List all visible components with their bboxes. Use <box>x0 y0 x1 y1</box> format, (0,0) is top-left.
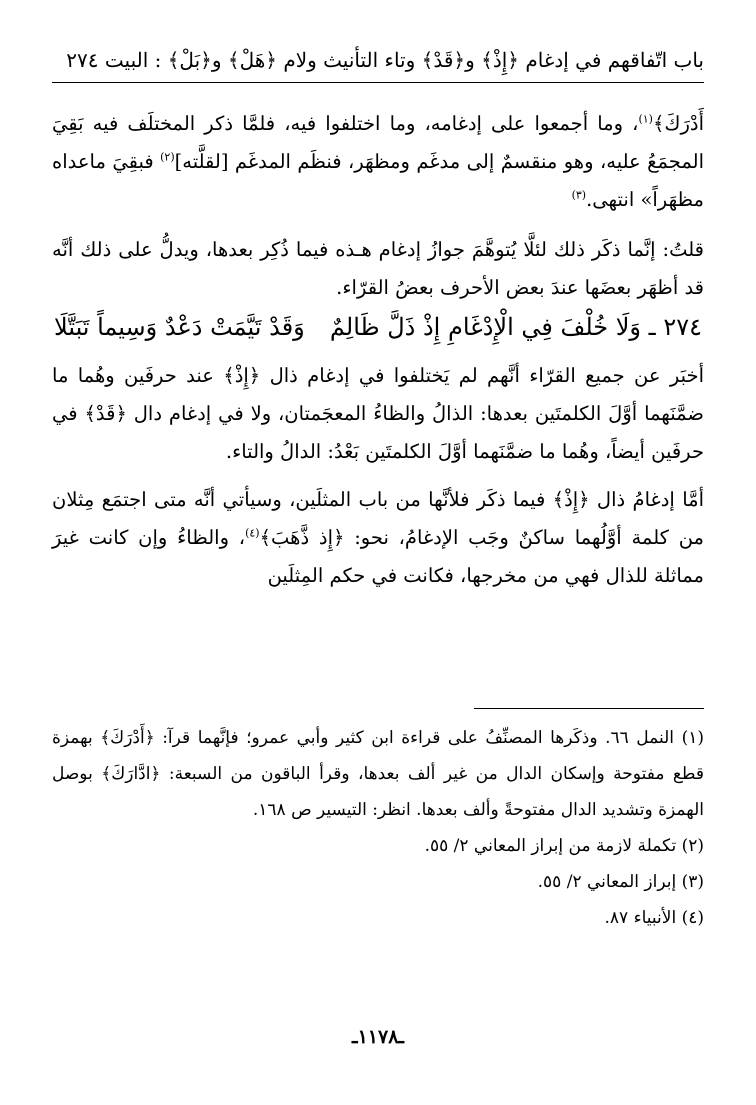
verse-second-hemistich: وَقَدْ تَيَّمَتْ دَعْدٌ وَسِيماً تَبَتَّلَا <box>54 313 305 341</box>
paragraph-1-tail: فبقِيَ ماعداه مظهَراً» انتهى. <box>52 150 704 211</box>
book-page <box>52 38 704 1078</box>
verse-first-hemistich: وَلَا خُلْفَ فِي الْإِدْغَامِ إِذْ ذَلَّ ظَالِمٌ <box>329 313 642 341</box>
paragraph-1 <box>52 105 704 219</box>
footnote-ref-1[interactable]: (١) <box>638 112 653 126</box>
footnote-1: (١) النمل ٦٦. وذكَرها المصنِّفُ على قراءة ابن كثير وأبي عمرو؛ فإنَّهما قرآ: ﴿أَدْرَكَ﴾ بهمزة قطع مفتوحة وإسكان الدال من غير ألف بعدها، وقرأ الباقون من السبعة: ﴿ادَّارَكَ﴾ بوصل الهمزة وتشديد الدال مفتوحةً وألف بعدها. انظر: التيسير ص ١٦٨. <box>52 728 704 820</box>
paragraph-4-tail: ، والظاءُ وإن كانت غيرَ مماثلة للذال فهي من مخرجها، فكانت في حكم المِثلَين <box>52 526 704 587</box>
paragraph-4-text: أمَّا إدغامُ ذال ﴿إِذْ﴾ فيما ذكَر فلأنَّها من باب المثلَين، وسيأتي أنَّه متى اجتمَع مِثلان من كلمة أوَّلُهما ساكنٌ وجَب الإدغامُ، نحو: ﴿إِذ ذَّهَبَ﴾ <box>52 488 704 549</box>
footnotes-section <box>52 708 704 936</box>
verse-first-part <box>330 307 702 347</box>
footnote-rule <box>474 708 704 709</box>
verse-line <box>52 307 704 347</box>
verse-number: ٢٧٤ ـ <box>648 313 702 341</box>
paragraph-4 <box>52 481 704 595</box>
quran-word: أَدْرَكَ﴾ <box>652 112 704 135</box>
footnote-ref-2[interactable]: (٢) <box>160 150 175 164</box>
footnote-3: (٣) إبراز المعاني ٢/ ٥٥. <box>537 872 704 892</box>
footnote-ref-3: (٣) <box>571 188 587 202</box>
footnote-ref-4[interactable]: (٤) <box>245 526 260 540</box>
paragraph-1-text: ، وما أجمعوا على إدغامه، وما اختلفوا فيه، فلمَّا ذكر المختلَف فيه بَقِيَ المجمَعُ عليه، وهو منقسمٌ إلى مدغَم ومظهَر، فنظَم المدغَم [لقلَّته] <box>52 112 704 173</box>
page-number: ـ١١٧٨ـ <box>352 1026 404 1048</box>
footnote-4: (٤) الأنبياء ٨٧. <box>604 908 704 928</box>
paragraph-2: قلتُ: إنَّما ذكَر ذلك لئلَّا يُتوهَّمَ جوازُ إدغام هـذه فيما ذُكِر بعدها، ويدلُّ على ذلك أنَّه قد أظهَر بعضَها عندَ بعض الأحرف بعضُ القرّاء. <box>52 238 704 299</box>
footnote-2: (٢) تكملة لازمة من إبراز المعاني ٢/ ٥٥. <box>424 836 704 856</box>
running-title: باب اتّفاقهم في إدغام ﴿إِذْ﴾ و﴿قَدْ﴾ وتاء التأنيث ولام ﴿هَلْ﴾ و﴿بَلْ﴾ : البيت ٢٧٤ <box>66 48 704 72</box>
paragraph-3: أخبَر عن جميع القرّاء أنَّهم لم يَختلفوا في إدغام ذال ﴿إِذْ﴾ عند حرفَين وهُما ما ضمَّنَهما أوَّلَ الكلمتَين بعدها: الذالُ والظاءُ المعجَمتان، ولا في إدغام دال ﴿قَدْ﴾ في حرفَين أيضاً، وهُما ما ضمَّنَهما أوَّلَ الكلمتَين بَعْدُ: الدالُ والتاء. <box>52 364 704 463</box>
